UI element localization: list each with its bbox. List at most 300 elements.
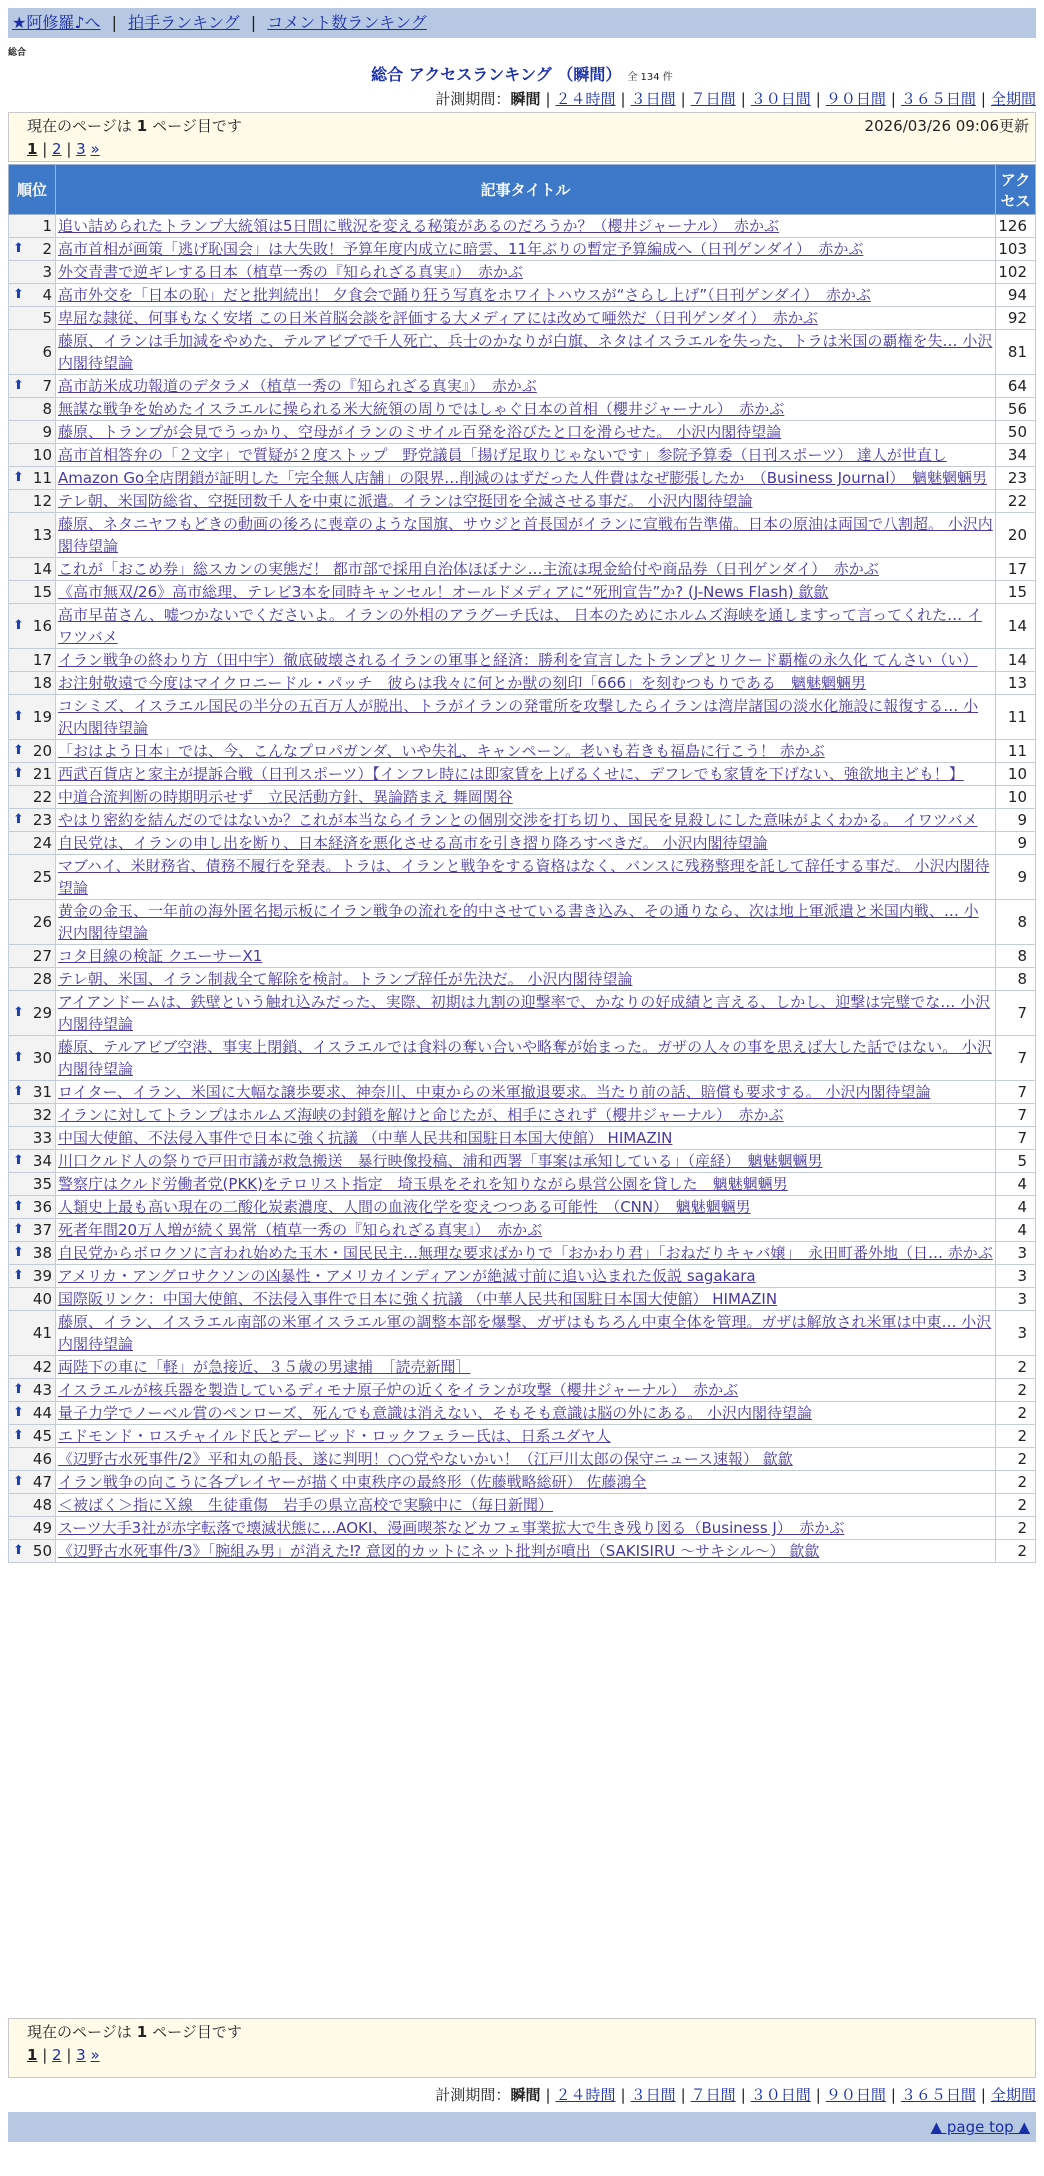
table-row [9,1288,1036,1311]
article-link[interactable]: 高市訪米成功報道のデタラメ（植草一秀の『知られざる真実』） 赤かぶ [58,377,537,395]
rank-number: 10 [32,446,52,464]
total-count: 全 134 件 [627,72,673,83]
article-link[interactable]: コシミズ、イスラエル国民の半分の五百万人が脱出、トラがイランの発電所を攻撃したらイランは湾岸諸国の淡水化施設に報復する… 小沢内閣待望論 [58,697,979,737]
access-count: 126 [996,215,1036,238]
access-count: 64 [996,375,1036,398]
up-arrow-icon: ⬆ [13,470,24,485]
rank-number: 23 [32,811,52,829]
article-link[interactable]: 藤原、イランは手加減をやめた、テルアビブで千人死亡、兵士のかなりが白旗、ネタはイスラエルを失った、トラは米国の覇権を失… 小沢内閣待望論 [58,332,993,372]
up-arrow-icon: ⬆ [13,378,24,393]
title-cell [56,444,996,467]
article-link[interactable]: コタ目線の検証 クエーサーX1 [58,947,263,965]
title-cell [56,1402,996,1425]
rank-cell [9,375,56,398]
article-link[interactable]: イラン戦争の終わり方（田中宇）徹底破壊されるイランの軍事と経済：勝利を宣言したトランプとリクード覇権の永久化 てんさい（い） [58,651,978,669]
article-link[interactable]: テレ朝、米国、イラン制裁全て解除を検討。トランプ辞任が先決だ。 小沢内閣待望論 [58,970,633,988]
title-cell [56,398,996,421]
access-count: 81 [996,330,1036,375]
article-link[interactable]: 《高市無双/26》高市総理、テレビ3本を同時キャンセル！オールドメディアに“死刑宣告”か? (J-News Flash) 歙歙 [58,583,829,601]
pager-page-link[interactable]: 3 [76,2046,86,2064]
article-link[interactable]: 西武百貨店と家主が提訴合戦（日刊スポーツ）【インフレ時には即家賃を上げるくせに、デフレでも家賃を下げない、強欲地主ども！】 [58,765,964,783]
rank-number: 2 [42,240,52,258]
rank-cell [9,421,56,444]
pager-next-link[interactable]: » [90,2046,100,2064]
table-row [9,740,1036,763]
rank-cell [9,1540,56,1563]
article-link[interactable]: 外交青書で逆ギレする日本（植草一秀の『知られざる真実』） 赤かぶ [58,263,523,281]
article-link[interactable]: ＜被ばく＞指にＸ線 生徒重傷 岩手の県立高校で実験中に（毎日新聞） [58,1496,554,1514]
rank-number: 35 [32,1175,52,1193]
rank-cell [9,581,56,604]
article-link[interactable]: 高市早苗さん、嘘つかないでくださいよ。イランの外相のアラグーチ氏は、 日本のためにホルムズ海峡を通しますって言ってくれた… イワツバメ [58,606,982,646]
article-link[interactable]: 川口クルド人の祭りで戸田市議が救急搬送 暴行映像投稿、浦和西署「事案は承知している」（産経） 魑魅魍魎男 [58,1152,823,1170]
table-row [9,421,1036,444]
access-count: 3 [996,1265,1036,1288]
rank-number: 29 [32,1004,52,1022]
access-count: 9 [996,855,1036,900]
pager-separator: | [37,2046,53,2064]
bottom-bar [8,2112,1036,2142]
rank-cell [9,215,56,238]
article-link[interactable]: 黄金の金玉、一年前の海外匿名掲示板にイラン戦争の流れを的中させている書き込み、その通りなら、次は地上軍派遣と米国内戦、… 小沢内閣待望論 [58,902,979,942]
access-count: 22 [996,490,1036,513]
article-link[interactable]: 「おはよう日本」では、今、こんなプロパガンダ、いや失礼、キャンペーン。老いも若きも福島に行こう！ 赤かぶ [58,742,825,760]
rank-number: 12 [32,492,52,510]
pager-separator: | [37,140,53,158]
title-cell [56,1081,996,1104]
article-link[interactable]: 《辺野古水死事件/2》平和丸の船長、遂に判明！○○党やないかい！（江戸川太郎の保守ニュース速報） 歙歙 [58,1450,793,1468]
access-count: 9 [996,809,1036,832]
up-arrow-icon: ⬆ [13,618,24,633]
page-status-prefix: 現在のページは [27,117,132,135]
rank-cell [9,809,56,832]
rank-number: 37 [32,1221,52,1239]
rank-number: 45 [32,1427,52,1445]
pager-page-link[interactable]: 2 [52,140,62,158]
title-cell [56,855,996,900]
article-link[interactable]: 藤原、ネタニヤフもどきの動画の後ろに喪章のような国旗、サウジと首長国がイランに宣戦布告準備。日本の原油は両国で八割超。 小沢内閣待望論 [58,515,993,555]
article-link[interactable]: 両陛下の車に「軽」が急接近、３５歳の男逮捕 ［読売新聞］ [58,1358,471,1376]
rank-number: 38 [32,1244,52,1262]
period-link[interactable]: ３日間 [630,90,676,108]
ranking-title: 総合 アクセスランキング （瞬間） [371,65,622,84]
page-status-suffix: ページ目です [152,2023,242,2041]
title-cell [56,421,996,444]
table-row [9,261,1036,284]
access-count: 2 [996,1471,1036,1494]
rank-number: 32 [32,1106,52,1124]
rank-cell [9,1265,56,1288]
rank-cell [9,1196,56,1219]
article-link[interactable]: 中道合流判断の時期明示せず 立民活動方針、異論踏まえ 舞岡関谷 [58,788,513,806]
rank-number: 41 [32,1324,52,1342]
title-cell [56,991,996,1036]
nav-separator: | [250,13,257,32]
article-link[interactable]: イラン戦争の向こうに各プレイヤーが描く中東秩序の最終形（佐藤戦略総研） 佐藤鴻全 [58,1473,647,1491]
table-row [9,945,1036,968]
header-rank: 順位 [9,165,56,215]
table-row [9,1150,1036,1173]
clap-ranking-link[interactable]: 拍手ランキング [128,13,240,32]
up-arrow-icon: ⬆ [13,1084,24,1099]
title-cell [56,1494,996,1517]
rank-cell [9,1104,56,1127]
up-arrow-icon: ⬆ [13,709,24,724]
pager-next-link[interactable]: » [90,140,100,158]
rank-number: 1 [42,217,52,235]
period-link[interactable]: ３６５日間 [900,2086,976,2104]
article-link[interactable]: 追い詰められたトランプ大統領は5日間に戦況を変える秘策があるのだろうか？（櫻井ジャーナル） 赤かぶ [58,217,779,235]
period-label: 計測期間： [435,90,511,108]
title-cell [56,604,996,649]
period-link[interactable]: ９０日間 [825,90,886,108]
page-status [27,2021,1017,2042]
article-link[interactable]: アイアンドームは、鉄壁という触れ込みだった、実際、初期は九割の迎撃率で、かなりの好成績と言える、しかし、迎撃は完璧でな… 小沢内閣待望論 [58,993,991,1033]
rank-number: 25 [32,868,52,886]
pager-current-page: 1 [27,140,38,158]
table-row [9,786,1036,809]
table-row [9,1517,1036,1540]
access-count: 103 [996,238,1036,261]
period-separator: | [545,90,551,108]
rank-number: 22 [32,788,52,806]
rank-number: 3 [42,263,52,281]
rank-cell [9,1471,56,1494]
title-cell [56,238,996,261]
up-arrow-icon: ⬆ [13,743,24,758]
home-link[interactable]: ★阿修羅♪へ [12,13,101,32]
article-link[interactable]: 警察庁はクルド労働者党(PKK)をテロリスト指定 埼玉県をそれを知りながら県営公園を貸した 魑魅魍魎男 [58,1175,788,1193]
pager [27,2046,1017,2064]
up-arrow-icon: ⬆ [13,241,24,256]
access-count: 14 [996,649,1036,672]
table-row [9,330,1036,375]
rank-number: 16 [32,617,52,635]
table-row [9,558,1036,581]
rank-number: 13 [32,526,52,544]
period-link[interactable]: 全期間 [990,90,1036,108]
title-cell [56,307,996,330]
access-count: 8 [996,968,1036,991]
title-cell [56,558,996,581]
access-count: 10 [996,763,1036,786]
page-top-link[interactable]: ▲ page top ▲ [930,2118,1030,2136]
up-arrow-icon: ⬆ [13,1543,24,1558]
access-count: 4 [996,1173,1036,1196]
rank-number: 49 [32,1519,52,1537]
access-count: 11 [996,740,1036,763]
rank-number: 27 [32,947,52,965]
table-row [9,695,1036,740]
rank-number: 11 [32,469,52,487]
period-link[interactable]: ２４時間 [555,90,616,108]
table-row [9,809,1036,832]
table-row [9,1402,1036,1425]
rank-cell [9,900,56,945]
table-row [9,672,1036,695]
access-count: 2 [996,1379,1036,1402]
up-arrow-icon: ⬆ [13,1405,24,1420]
up-arrow-icon: ⬆ [13,1428,24,1443]
up-arrow-icon: ⬆ [13,812,24,827]
title-cell [56,945,996,968]
article-link[interactable]: 高市首相が画策「逃げ恥国会」は大失敗！予算年度内成立に暗雲、11年ぶりの暫定予算編成へ（日刊ゲンダイ） 赤かぶ [58,240,864,258]
rank-cell [9,1356,56,1379]
access-count: 34 [996,444,1036,467]
period-separator: | [680,2086,686,2104]
article-link[interactable]: 《辺野古水死事件/3》「腕組み男」が消えた⁉ 意図的カットにネット批判が噴出（SAKISIRU 〜サキシル〜） 歙歙 [58,1542,820,1560]
article-link[interactable]: お注射敬遠で今度はマイクロニードル・パッチ 彼らは我々に何とか獣の刻印「666」を刻むつもりである 魑魅魍魎男 [58,674,867,692]
page-status-prefix: 現在のページは [27,2023,132,2041]
article-link[interactable]: マブハイ、米財務省、債務不履行を発表。トラは、イランと戦争をする資格はなく、バンスに残務整理を託して辞任する事だ。 小沢内閣待望論 [58,857,990,897]
rank-cell [9,649,56,672]
article-link[interactable]: アメリカ・アングロサクソンの凶暴性・アメリカインディアンが絶滅寸前に追い込まれた仮説 sagakara [58,1267,756,1285]
rank-cell [9,1379,56,1402]
access-count: 2 [996,1402,1036,1425]
rank-number: 42 [32,1358,52,1376]
title-cell [56,786,996,809]
ranking-table [8,164,1036,1563]
title-cell [56,1150,996,1173]
up-arrow-icon: ⬆ [13,1199,24,1214]
access-count: 8 [996,900,1036,945]
period-separator: | [890,90,896,108]
article-link[interactable]: エドモンド・ロスチャイルド氏とデービッド・ロックフェラー氏は、日系ユダヤ人 [58,1427,611,1445]
period-current: 瞬間 [510,90,541,108]
access-count: 9 [996,832,1036,855]
rank-cell [9,1517,56,1540]
title-cell [56,215,996,238]
title-cell [56,1356,996,1379]
table-row [9,604,1036,649]
table-row [9,1356,1036,1379]
title-cell [56,1517,996,1540]
article-link[interactable]: ロイター、イラン、米国に大幅な譲歩要求、神奈川、中東からの米軍撤退要求。当たり前の話、賠償も要求する。 小沢内閣待望論 [58,1083,931,1101]
pager [27,140,1017,158]
period-separator: | [815,2086,821,2104]
table-row [9,991,1036,1036]
article-link[interactable]: 藤原、イラン、イスラエル南部の米軍イスラエル軍の調整本部を爆撃、ガザはもちろん中東全体を管理。ガザは解放され米軍は中東… 小沢内閣待望論 [58,1313,992,1353]
period-link[interactable]: ７日間 [690,2086,736,2104]
title-cell [56,375,996,398]
article-link[interactable]: 国際阪リンク：中国大使館、不法侵入事件で日本に強く抗議 （中華人民共和国駐日本国大使館） HIMAZIN [58,1290,778,1308]
article-link[interactable]: 卑屈な隷従、何事もなく安堵 この日米首脳会談を評価する大メディアには改めて唖然だ（日刊ゲンダイ） 赤かぶ [58,309,818,327]
article-link[interactable]: 自民党は、イランの申し出を断り、日本経済を悪化させる高市を引き摺り降ろすべきだ。 小沢内閣待望論 [58,834,768,852]
period-separator: | [620,90,626,108]
up-arrow-icon: ⬆ [13,287,24,302]
access-count: 94 [996,284,1036,307]
rank-number: 28 [32,970,52,988]
period-link[interactable]: ３０日間 [750,90,811,108]
rank-cell [9,467,56,490]
title-cell [56,900,996,945]
page-status-number: 1 [136,2023,148,2041]
period-link[interactable]: ９０日間 [825,2086,886,2104]
article-link[interactable]: 中国大使館、不法侵入事件で日本に強く抗議 （中華人民共和国駐日本国大使館） HIMAZIN [58,1129,673,1147]
period-link[interactable]: 全期間 [990,2086,1036,2104]
access-count: 4 [996,1196,1036,1219]
table-row [9,1219,1036,1242]
rank-number: 6 [42,343,52,361]
page-info-top [8,112,1036,162]
article-link[interactable]: テレ朝、米国防総省、空挺団数千人を中東に派遣。イランは空挺団を全滅させる事だ。 小沢内閣待望論 [58,492,753,510]
pager-separator: | [61,140,77,158]
access-count: 17 [996,558,1036,581]
period-link[interactable]: ２４時間 [555,2086,616,2104]
article-link[interactable]: 自民党からボロクソに言われ始めた玉木・国民民主…無理な要求ばかりで「おかわり君」「おねだりキャバ嬢」 永田町番外地（日… 赤かぶ [58,1244,993,1262]
rank-cell [9,1173,56,1196]
access-count: 23 [996,467,1036,490]
rank-cell [9,1402,56,1425]
table-row [9,238,1036,261]
rank-cell [9,261,56,284]
rank-cell [9,330,56,375]
up-arrow-icon: ⬆ [13,766,24,781]
access-count: 7 [996,1104,1036,1127]
period-selector-top [435,88,1036,109]
title-cell [56,1196,996,1219]
access-count: 20 [996,513,1036,558]
access-count: 7 [996,1127,1036,1150]
article-link[interactable]: やはり密約を結んだのではないか？これが本当ならイランとの個別交渉を打ち切り、国民を見殺しにした意味がよくわかる。 イワツバメ [58,811,978,829]
pager-current-page: 1 [27,2046,38,2064]
title-cell [56,1448,996,1471]
up-arrow-icon: ⬆ [13,1153,24,1168]
title-cell [56,467,996,490]
title-cell [56,968,996,991]
access-count: 7 [996,991,1036,1036]
period-link[interactable]: ３０日間 [750,2086,811,2104]
rank-number: 7 [42,377,52,395]
table-row [9,1081,1036,1104]
rank-number: 44 [32,1404,52,1422]
rank-number: 24 [32,834,52,852]
title-cell [56,513,996,558]
up-arrow-icon: ⬆ [13,1268,24,1283]
article-link[interactable]: Amazon Go全店閉鎖が証明した「完全無人店舗」の限界…削減のはずだった人件費はなぜ膨張したか （Business Journal） 魑魅魍魎男 [58,469,987,487]
article-link[interactable]: 死者年間20万人増が続く異常（植草一秀の『知られざる真実』） 赤かぶ [58,1221,543,1239]
article-link[interactable]: 量子力学でノーベル賞のペンローズ、死んでも意識は消えない、そもそも意識は脳の外にある。 小沢内閣待望論 [58,1404,813,1422]
period-link[interactable]: ７日間 [690,90,736,108]
rank-number: 47 [32,1473,52,1491]
rank-number: 26 [32,913,52,931]
pager-page-link[interactable]: 2 [52,2046,62,2064]
rank-cell [9,1448,56,1471]
period-link[interactable]: ３６５日間 [900,90,976,108]
article-link[interactable]: 藤原、テルアビブ空港、事実上閉鎖、イスラエルでは食料の奪い合いや略奪が始まった。ガザの人々の事を思えば大した話ではない。 小沢内閣待望論 [58,1038,992,1078]
title-cell [56,809,996,832]
title-cell [56,1311,996,1356]
rank-cell [9,740,56,763]
rank-cell [9,945,56,968]
access-count: 3 [996,1288,1036,1311]
article-link[interactable]: これが「おこめ券」総スカンの実態だ！ 都市部で採用自治体ほぼナシ…主流は現金給付や商品券（日刊ゲンダイ） 赤かぶ [58,560,879,578]
table-row [9,490,1036,513]
rank-cell [9,832,56,855]
access-count: 2 [996,1448,1036,1471]
rank-cell [9,490,56,513]
table-row [9,1265,1036,1288]
table-row [9,649,1036,672]
table-row [9,1196,1036,1219]
rank-number: 17 [32,651,52,669]
rank-number: 46 [32,1450,52,1468]
ranking-body [9,215,1036,1563]
article-link[interactable]: 無謀な戦争を始めたイスラエルに操られる米大統領の周りではしゃぐ日本の首相（櫻井ジャーナル） 赤かぶ [58,400,785,418]
pager-separator: | [61,2046,77,2064]
rank-cell [9,1081,56,1104]
access-count: 50 [996,421,1036,444]
article-link[interactable]: イスラエルが核兵器を製造しているディモナ原子炉の近くをイランが攻撃（櫻井ジャーナル） 赤かぶ [58,1381,739,1399]
period-separator: | [740,2086,746,2104]
article-link[interactable]: スーツ大手3社が赤字転落で壊滅状態に…AOKI、漫画喫茶などカフェ事業拡大で生き残り図る（Business J） 赤かぶ [58,1519,845,1537]
table-row [9,375,1036,398]
access-count: 8 [996,945,1036,968]
period-link[interactable]: ３日間 [630,2086,676,2104]
table-row [9,513,1036,558]
article-link[interactable]: 高市首相答弁の「２文字」で質疑が２度ストップ 野党議員「揚げ足取りじゃないです」参院予算委（日刊スポーツ） 達人が世直し [58,446,947,464]
rank-number: 19 [32,708,52,726]
access-count: 15 [996,581,1036,604]
rank-number: 36 [32,1198,52,1216]
title-cell [56,1265,996,1288]
category-label: 総合 [8,48,27,58]
rank-cell [9,1425,56,1448]
access-count: 3 [996,1242,1036,1265]
rank-number: 31 [32,1083,52,1101]
rank-cell [9,695,56,740]
rank-cell [9,855,56,900]
rank-number: 30 [32,1049,52,1067]
pager-page-link[interactable]: 3 [76,140,86,158]
article-link[interactable]: 藤原、トランプが会見でうっかり、空母がイランのミサイル百発を浴びたと口を滑らせた。 小沢内閣待望論 [58,423,782,441]
title-cell [56,1036,996,1081]
title-cell [56,1219,996,1242]
rank-number: 39 [32,1267,52,1285]
updated-timestamp: 2026/03/26 09:06更新 [864,117,1029,135]
comment-ranking-link[interactable]: コメント数ランキング [267,13,427,32]
access-count: 10 [996,786,1036,809]
title-cell [56,1425,996,1448]
access-count: 92 [996,307,1036,330]
period-current: 瞬間 [510,2086,541,2104]
table-row [9,284,1036,307]
title-cell [56,1379,996,1402]
access-count: 2 [996,1425,1036,1448]
access-count: 2 [996,1517,1036,1540]
table-row [9,763,1036,786]
rank-number: 21 [32,765,52,783]
table-row [9,968,1036,991]
rank-number: 34 [32,1152,52,1170]
up-arrow-icon: ⬆ [13,1382,24,1397]
period-selector-bottom [435,2084,1036,2105]
rank-cell [9,398,56,421]
rank-cell [9,238,56,261]
table-row [9,1242,1036,1265]
rank-number: 5 [42,309,52,327]
rank-cell [9,307,56,330]
access-count: 2 [996,1494,1036,1517]
article-link[interactable]: イランに対してトランプはホルムズ海峡の封鎖を解けと命じたが、相手にされず（櫻井ジャーナル） 赤かぶ [58,1106,784,1124]
title-cell [56,740,996,763]
access-count: 4 [996,1219,1036,1242]
period-separator: | [815,90,821,108]
article-link[interactable]: 高市外交を「日本の恥」だと批判続出！ 夕食会で踊り狂う写真をホワイトハウスが“さらし上げ”（日刊ゲンダイ） 赤かぶ [58,286,871,304]
rank-number: 43 [32,1381,52,1399]
table-row [9,307,1036,330]
article-link[interactable]: 人類史上最も高い現在の二酸化炭素濃度、人間の血液化学を変えつつある可能性 （CNN） 魑魅魍魎男 [58,1198,751,1216]
